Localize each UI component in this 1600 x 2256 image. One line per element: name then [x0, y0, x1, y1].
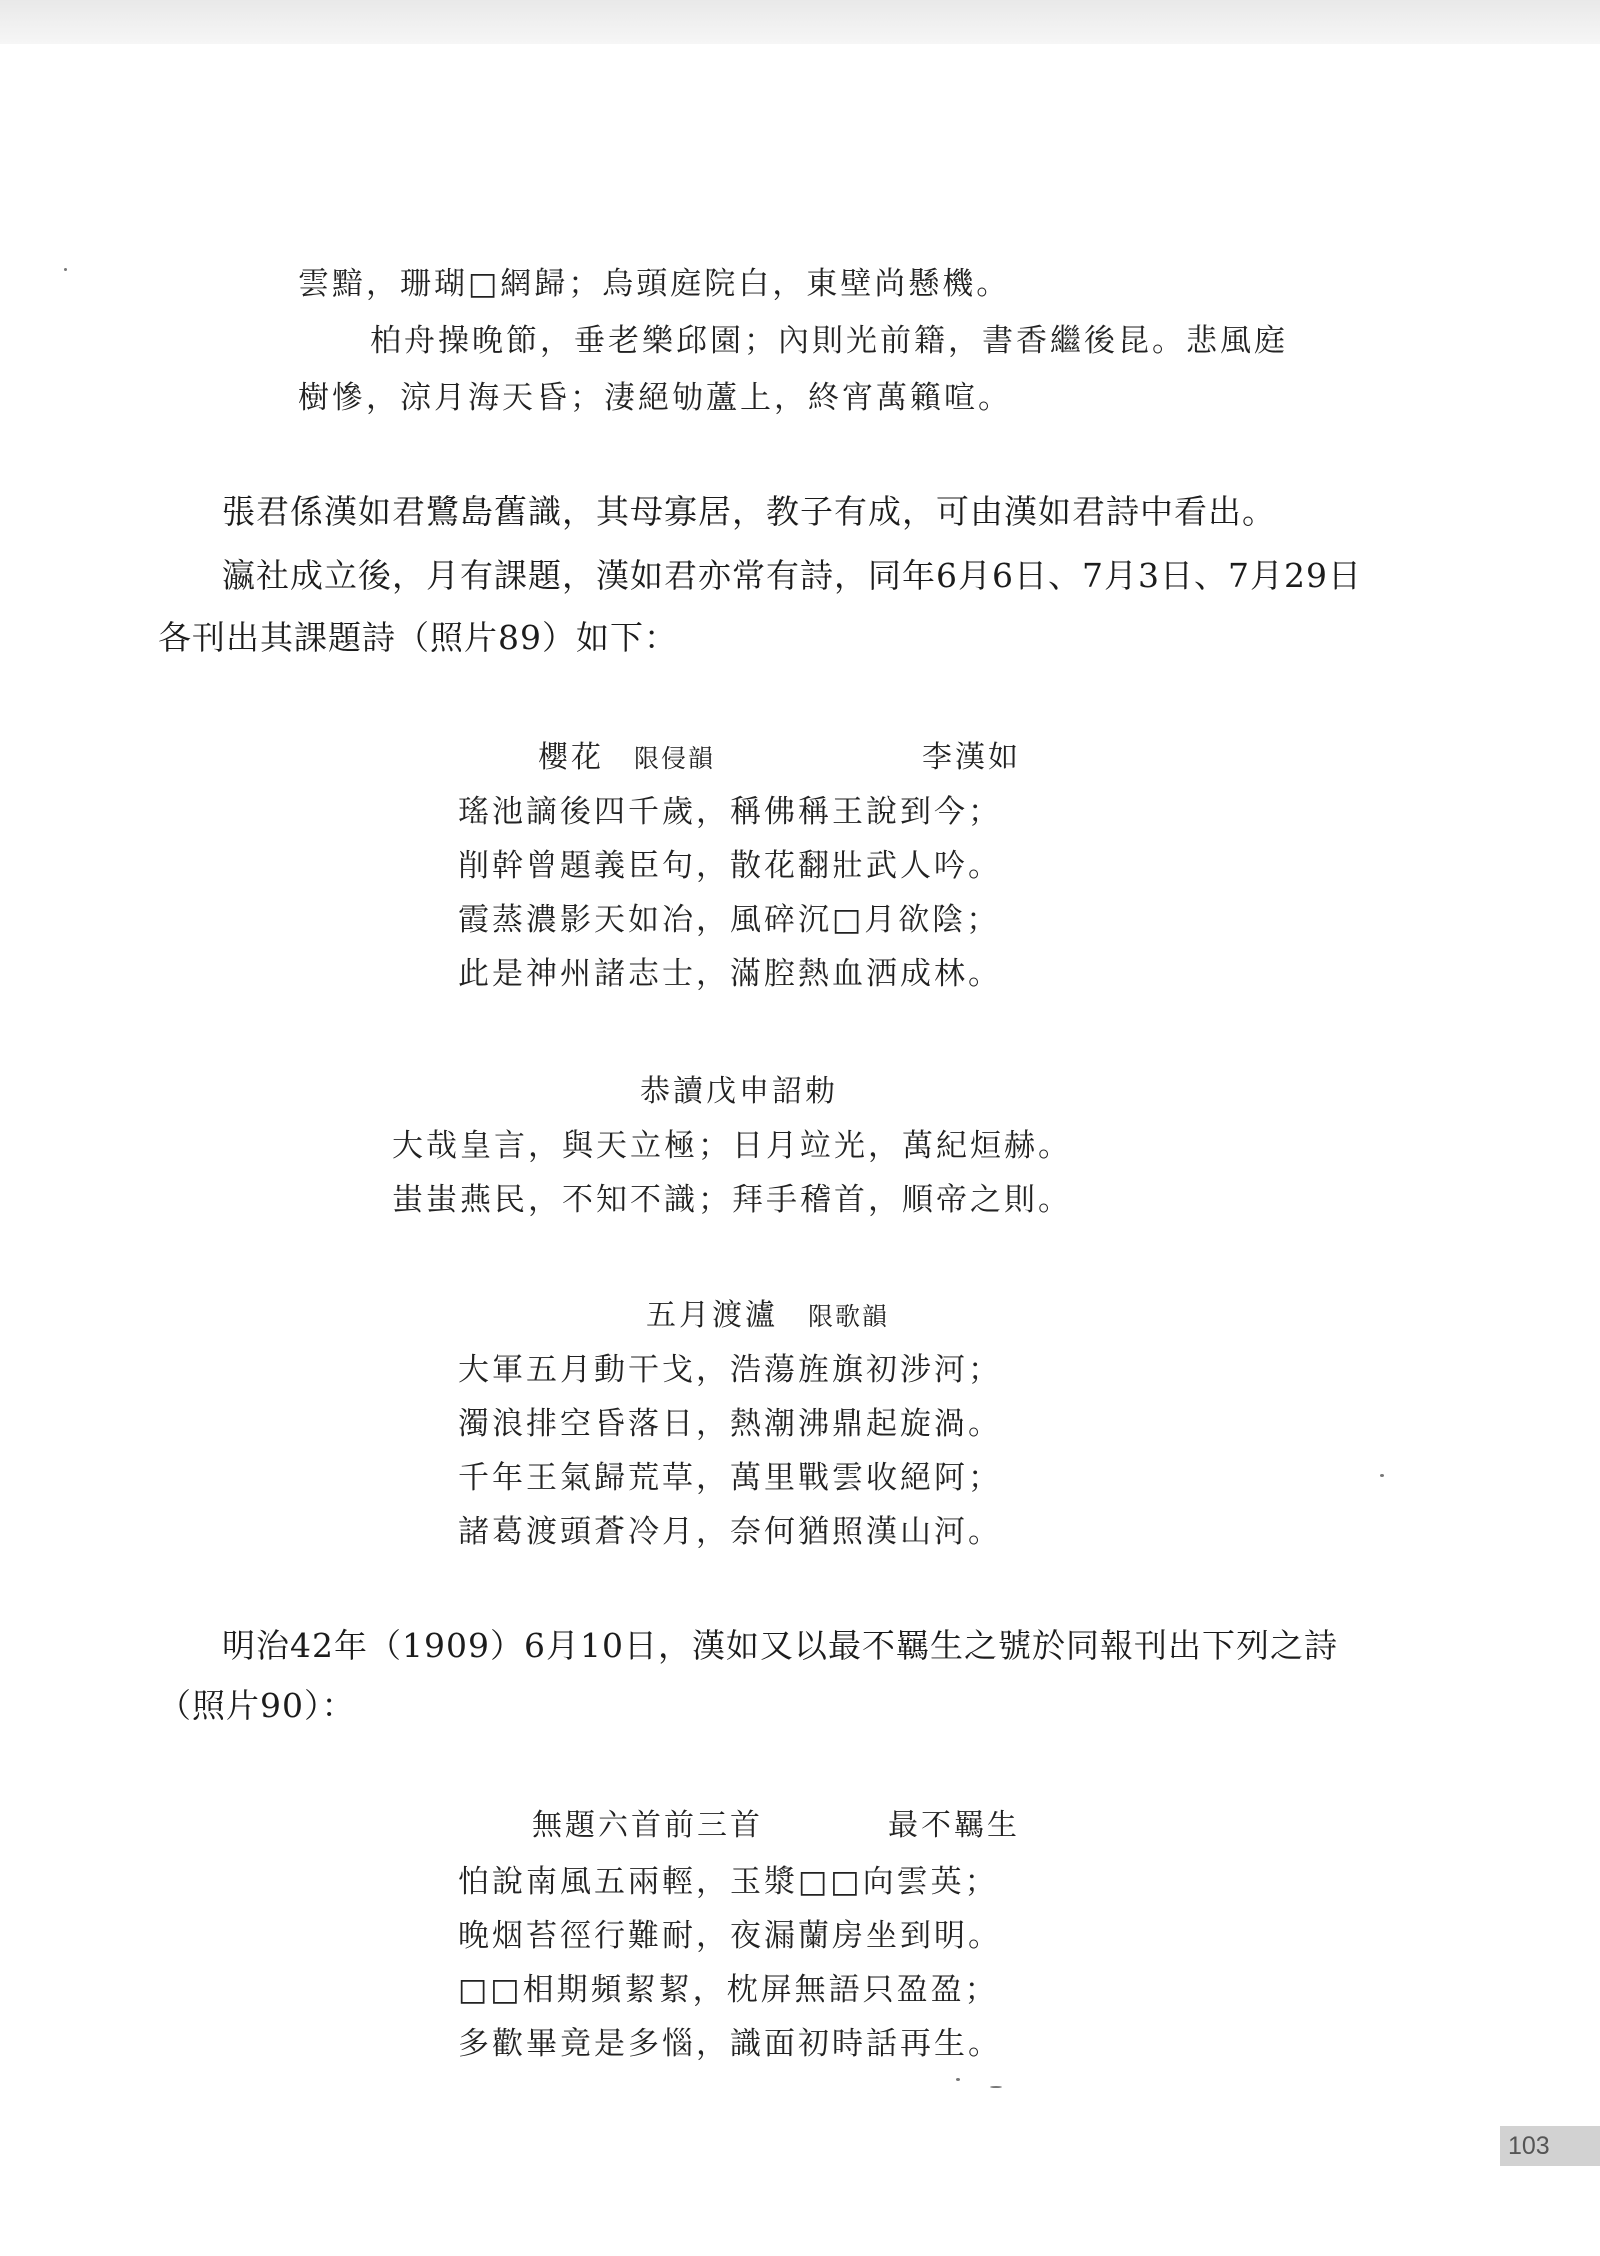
poem-line: 削幹曾題義臣句，散花翻壯武人吟。: [458, 848, 1002, 884]
poem-rhyme-note: 限歌韻: [808, 1302, 890, 1331]
paragraph-text: 明治42年（1909）6月10日，漢如又以最不羈生之號於同報刊出下列之詩: [222, 1626, 1338, 1665]
poem-line: 濁浪排空昏落日，熱潮沸鼎起旋渦。: [458, 1406, 1002, 1442]
poem-line: 怕說南風五兩輕，玉漿□□向雲英；: [458, 1864, 999, 1900]
poem-line: 諸葛渡頭蒼冷月，奈何猶照漢山河。: [458, 1514, 1002, 1550]
poem-title-edict: 恭讀戊申詔勅: [640, 1074, 838, 1109]
paragraph-text: 瀛社成立後，月有課題，漢如君亦常有詩，同年6月6日、7月3日、7月29日: [222, 556, 1362, 595]
paragraph-text: 各刊出其課題詩（照片89）如下：: [158, 618, 678, 657]
paragraph-text: （照片90）：: [158, 1686, 356, 1725]
poem-title-untitled: [532, 1800, 1052, 1844]
poem-line: 千年王氣歸荒草，萬里戰雲收絕阿；: [458, 1460, 1002, 1496]
poem-author: 李漢如: [922, 740, 1021, 775]
poem-line: 霞蒸濃影天如冶，風碎沉□月欲陰；: [458, 902, 1001, 938]
intro-poem-line: 雲黯，珊瑚□網歸；烏頭庭院白，東壁尚懸機。: [298, 266, 1011, 302]
poem-line: 大軍五月動干戈，浩蕩旌旗初涉河；: [458, 1352, 1002, 1388]
poem-line: 蚩蚩燕民，不知不識；拜手稽首，順帝之則。: [392, 1182, 1072, 1218]
poem-title-sakura: [538, 732, 1038, 776]
paragraph-text: 張君係漢如君鷺島舊識，其母寡居，教子有成，可由漢如君詩中看出。: [222, 492, 1276, 531]
poem-line: 多歡畢竟是多惱，識面初時話再生。: [458, 2026, 1002, 2062]
poem-rhyme-note: 限侵韻: [634, 744, 716, 773]
poem-line: 晚烟苔徑行難耐，夜漏蘭房坐到明。: [458, 1918, 1002, 1954]
scan-speck: [956, 2078, 960, 2081]
scan-speck: [1380, 1474, 1384, 1477]
page-number: 103: [1500, 2126, 1600, 2166]
poem-line: 瑤池謫後四千歲，稱佛稱王說到今；: [458, 794, 1002, 830]
poem-line: 此是神州諸志士，滿腔熱血洒成林。: [458, 956, 1002, 992]
intro-poem-line: 樹慘，涼月海天昏；淒絕劬蘆上，終宵萬籟喧。: [298, 380, 1012, 416]
scan-speck: [64, 268, 67, 271]
poem-title: 無題六首前三首: [532, 1808, 763, 1843]
poem-title: 五月渡瀘: [646, 1298, 778, 1333]
scan-speck: [990, 2086, 1002, 2088]
poem-author: 最不羈生: [888, 1808, 1020, 1843]
poem-line: 大哉皇言，與天立極；日月竝光，萬紀烜赫。: [392, 1128, 1072, 1164]
poem-title: 櫻花: [538, 740, 604, 775]
poem-title-lu: [646, 1290, 889, 1334]
poem-line: □□相期頻絜絜，枕屏無語只盈盈；: [458, 1972, 999, 2008]
intro-poem-line: 柏舟操晚節，垂老樂邱園；內則光前籍，書香繼後昆。悲風庭: [370, 323, 1288, 359]
